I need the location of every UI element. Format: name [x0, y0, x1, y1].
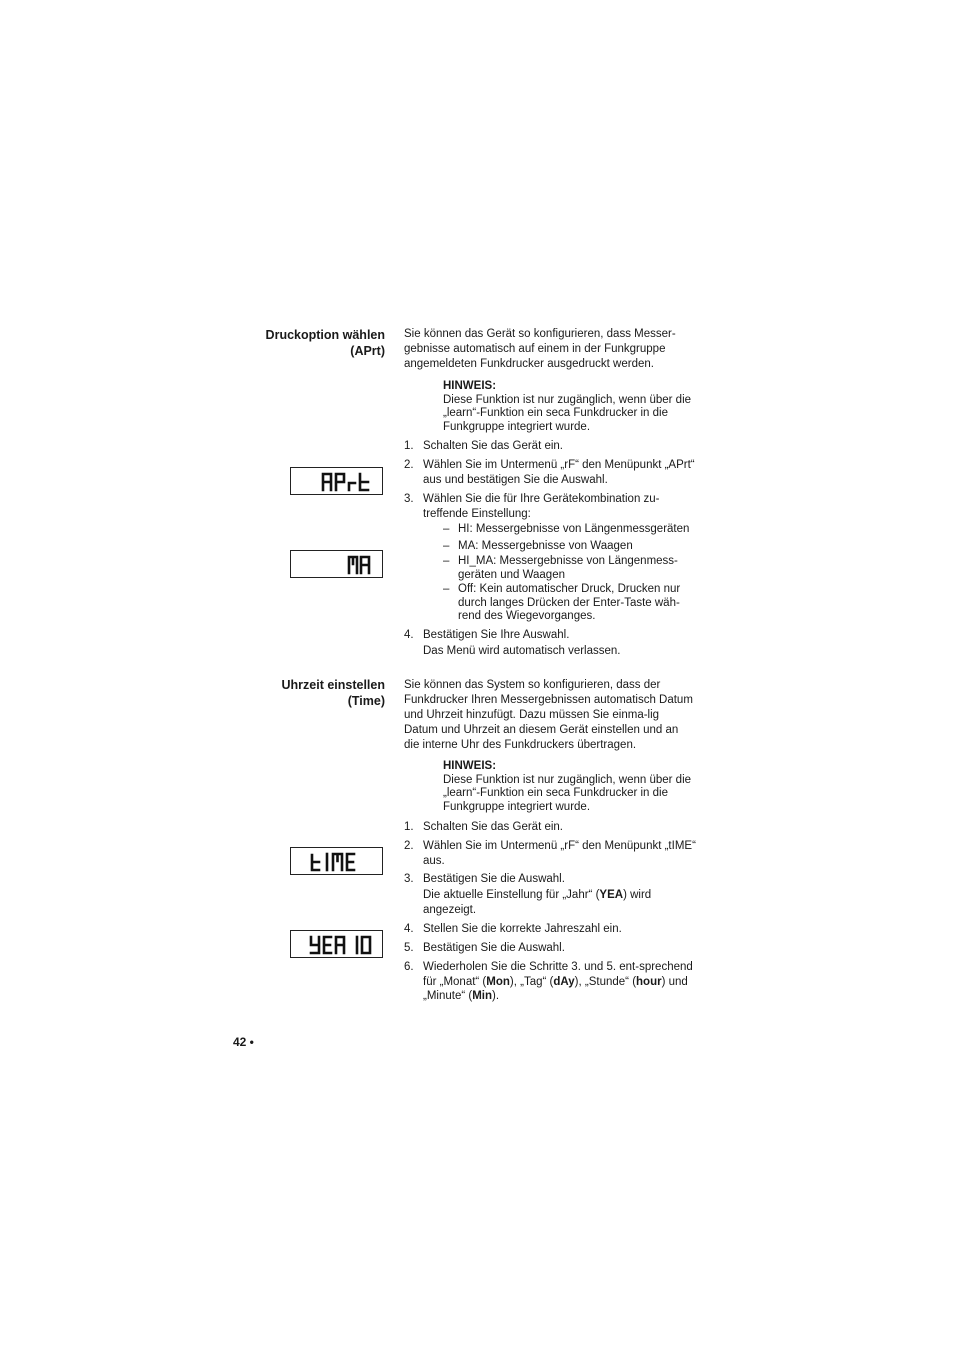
- section-heading-time: [225, 677, 385, 709]
- step-number: 2.: [404, 840, 414, 852]
- result-code: YEA: [599, 889, 624, 901]
- dash-bullet: –: [443, 583, 450, 595]
- section-heading-aprt: [225, 327, 385, 359]
- note-title: HINWEIS:: [443, 380, 497, 392]
- step-number: 4.: [404, 923, 414, 935]
- code-day: dAy: [553, 975, 575, 988]
- note-title: HINWEIS:: [443, 760, 497, 772]
- page-number: 42 •: [233, 1035, 254, 1049]
- intro-paragraph: Sie können das System so konfigurieren, dass der Funkdrucker Ihren Messergebnissen automatisch Datum und Uhrzeit hinzufügt. Dazu müssen Sie einma-lig Datum und Uhrzeit an diesem Gerät einstellen und an die interne Uhr des Funkdruckers übertragen.: [404, 679, 693, 751]
- code-mon: Mon: [486, 975, 510, 988]
- option-text: Off: Kein automatischer Druck, Drucken nur durch langes Drücken der Enter-Taste wäh-rend des Wiegevorganges.: [458, 583, 681, 622]
- note-box: [443, 380, 698, 434]
- step-text: Schalten Sie das Gerät ein.: [423, 440, 563, 452]
- option-text: MA: Messergebnisse von Waagen: [458, 540, 633, 552]
- lcd-display-time: [290, 847, 383, 875]
- step-number: 2.: [404, 459, 414, 471]
- result-text: ) wird angezeigt.: [423, 889, 652, 916]
- heading-line: Uhrzeit einstellen: [281, 678, 385, 692]
- step-text: Bestätigen Sie die Auswahl.: [423, 942, 565, 954]
- option-text: HI_MA: Messergebnisse von Längenmess-geräten und Waagen: [458, 555, 678, 581]
- step-text: Wählen Sie die für Ihre Gerätekombination zu-treffende Einstellung:: [423, 493, 660, 520]
- lcd-display-year: [290, 930, 383, 958]
- heading-line: Druckoption wählen: [265, 328, 385, 342]
- option-text: HI: Messergebnisse von Längenmessgeräten: [458, 523, 690, 535]
- step-number: 6.: [404, 961, 414, 973]
- dash-bullet: –: [443, 540, 450, 552]
- step-text: Wählen Sie im Untermenü „rF“ den Menüpunkt „tIME“ aus.: [423, 840, 696, 867]
- lcd-segments: [291, 551, 384, 579]
- step-text: Schalten Sie das Gerät ein.: [423, 821, 563, 833]
- step-text: Bestätigen Sie die Auswahl.: [423, 873, 565, 885]
- step-text-part: ), „Tag“ (: [509, 975, 554, 988]
- lcd-segments: [291, 931, 384, 959]
- dash-bullet: –: [443, 555, 450, 567]
- step-text: Wählen Sie im Untermenü „rF“ den Menüpunkt „APrt“ aus und bestätigen Sie die Auswahl.: [423, 459, 695, 486]
- step-number: 1.: [404, 440, 414, 452]
- intro-paragraph: Sie können das Gerät so konfigurieren, dass Messer-gebnisse automatisch auf einem in der Funkgruppe angemeldeten Funkdrucker ausgedruckt werden.: [404, 328, 676, 370]
- step-number: 4.: [404, 629, 414, 641]
- step-number: 3.: [404, 493, 414, 505]
- step-number: 1.: [404, 821, 414, 833]
- heading-line: (APrt): [350, 344, 385, 358]
- step-text: [423, 960, 699, 1004]
- step-number: 5.: [404, 942, 414, 954]
- note-text: Diese Funktion ist nur zugänglich, wenn über die „learn“-Funktion ein seca Funkdrucker in die Funkgruppe integriert wurde.: [443, 393, 692, 433]
- heading-line: (Time): [347, 694, 385, 708]
- step-result-text: [423, 888, 699, 917]
- step-text: Bestätigen Sie Ihre Auswahl.: [423, 629, 570, 641]
- lcd-display-ma: [290, 550, 383, 578]
- lcd-segments: [291, 468, 384, 496]
- lcd-display-aprt: [290, 467, 383, 495]
- step-text: Stellen Sie die korrekte Jahreszahl ein.: [423, 923, 622, 935]
- step-text-part: ) und „Minute“ (: [423, 975, 688, 1002]
- step-text-part: ).: [492, 990, 500, 1002]
- dash-bullet: –: [443, 523, 450, 535]
- step-result-text: Das Menü wird automatisch verlassen.: [423, 645, 621, 657]
- step-number: 3.: [404, 873, 414, 885]
- note-text: Diese Funktion ist nur zugänglich, wenn über die „learn“-Funktion ein seca Funkdrucker in die Funkgruppe integriert wurde.: [443, 773, 692, 813]
- note-box: [443, 760, 698, 814]
- code-min: Min: [472, 990, 493, 1002]
- result-text: Die aktuelle Einstellung für „Jahr“ (: [423, 889, 600, 901]
- lcd-segments: [291, 848, 384, 876]
- code-hour: hour: [636, 975, 662, 988]
- step-text-part: ), „Stunde“ (: [574, 975, 637, 988]
- step-text-part: Wiederholen Sie die Schritte 3. und 5. ent-sprechend für „Monat“ (: [423, 961, 693, 988]
